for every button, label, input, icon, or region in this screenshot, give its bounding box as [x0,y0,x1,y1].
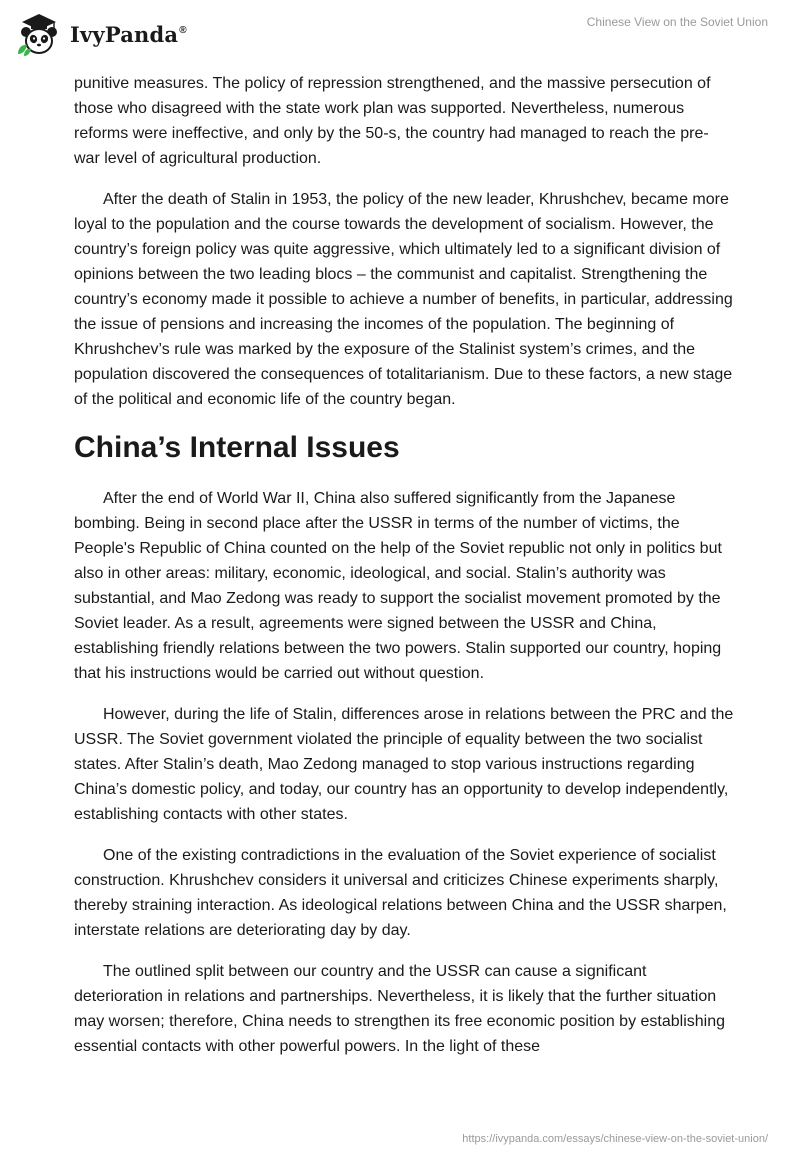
panda-graduate-icon [14,10,64,58]
page-header [0,0,800,70]
document-title: Chinese View on the Soviet Union [586,15,768,29]
brand-name: IvyPanda [70,21,179,47]
paragraph: The outlined split between our country and the USSR can cause a significant deterioration in relations and partnerships. Nevertheless, it is likely that the further situation may worsen; therefore, China needs to strengthen its free economic position by establishing essential contacts with other powerful powers. In the light of these [74,963,726,1055]
ivypanda-logo[interactable] [14,10,187,58]
paragraph: One of the existing contradictions in the evaluation of the Soviet experience of socialist construction. Khrushchev considers it universal and criticizes Chinese experiments sharply, thereby straining interaction. As ideological relations between China and the USSR sharpen, interstate relations are deteriorating day by day. [74,847,727,939]
paragraph: punitive measures. The policy of repression strengthened, and the massive persecution of those who disagreed with the state work plan was supported. Nevertheless, numerous reforms were ineffective, and only by the 50-s, the country had managed to reach the pre-war level of agricultural production. [74,75,711,167]
registered-mark: ® [179,24,187,36]
paragraph: After the death of Stalin in 1953, the policy of the new leader, Khrushchev, became more loyal to the population and the course towards the development of socialism. However, the country’s foreign policy was quite aggressive, which ultimately led to a significant division of opinions between the two leading blocs – the communist and capitalist. Strengthening the country’s economy made it possible to achieve a number of benefits, in particular, addressing the issue of pensions and increasing the incomes of the population. The beginning of Khrushchev’s rule was marked by the exposure of the Stalinist system’s crimes, and the population discovered the consequences of totalitarianism. Due to these factors, a new stage of the political and economic life of the country began. [74,191,733,408]
paragraph: After the end of World War II, China also suffered significantly from the Japanese bombing. Being in second place after the USSR in terms of the number of victims, the People's Republic of China counted on the help of the Soviet republic not only in politics but also in other areas: military, economic, ideological, and social. Stalin’s authority was substantial, and Mao Zedong was ready to support the socialist movement promoted by the Soviet leader. As a result, agreements were signed between the USSR and China, establishing friendly relations between the two powers. Stalin supported our country, hoping that his instructions would be carried out without question. [74,490,722,682]
essay-content [74,71,734,1075]
paragraph: However, during the life of Stalin, differences arose in relations between the PRC and the USSR. The Soviet government violated the principle of equality between the two socialist states. After Stalin’s death, Mao Zedong managed to stop various instructions regarding China’s domestic policy, and today, our country has an opportunity to develop independently, establishing contacts with other states. [74,706,734,823]
source-url[interactable]: https://ivypanda.com/essays/chinese-view-on-the-soviet-union/ [462,1133,768,1145]
section-heading: China’s Internal Issues [74,431,400,464]
logo-wordmark [70,22,187,47]
